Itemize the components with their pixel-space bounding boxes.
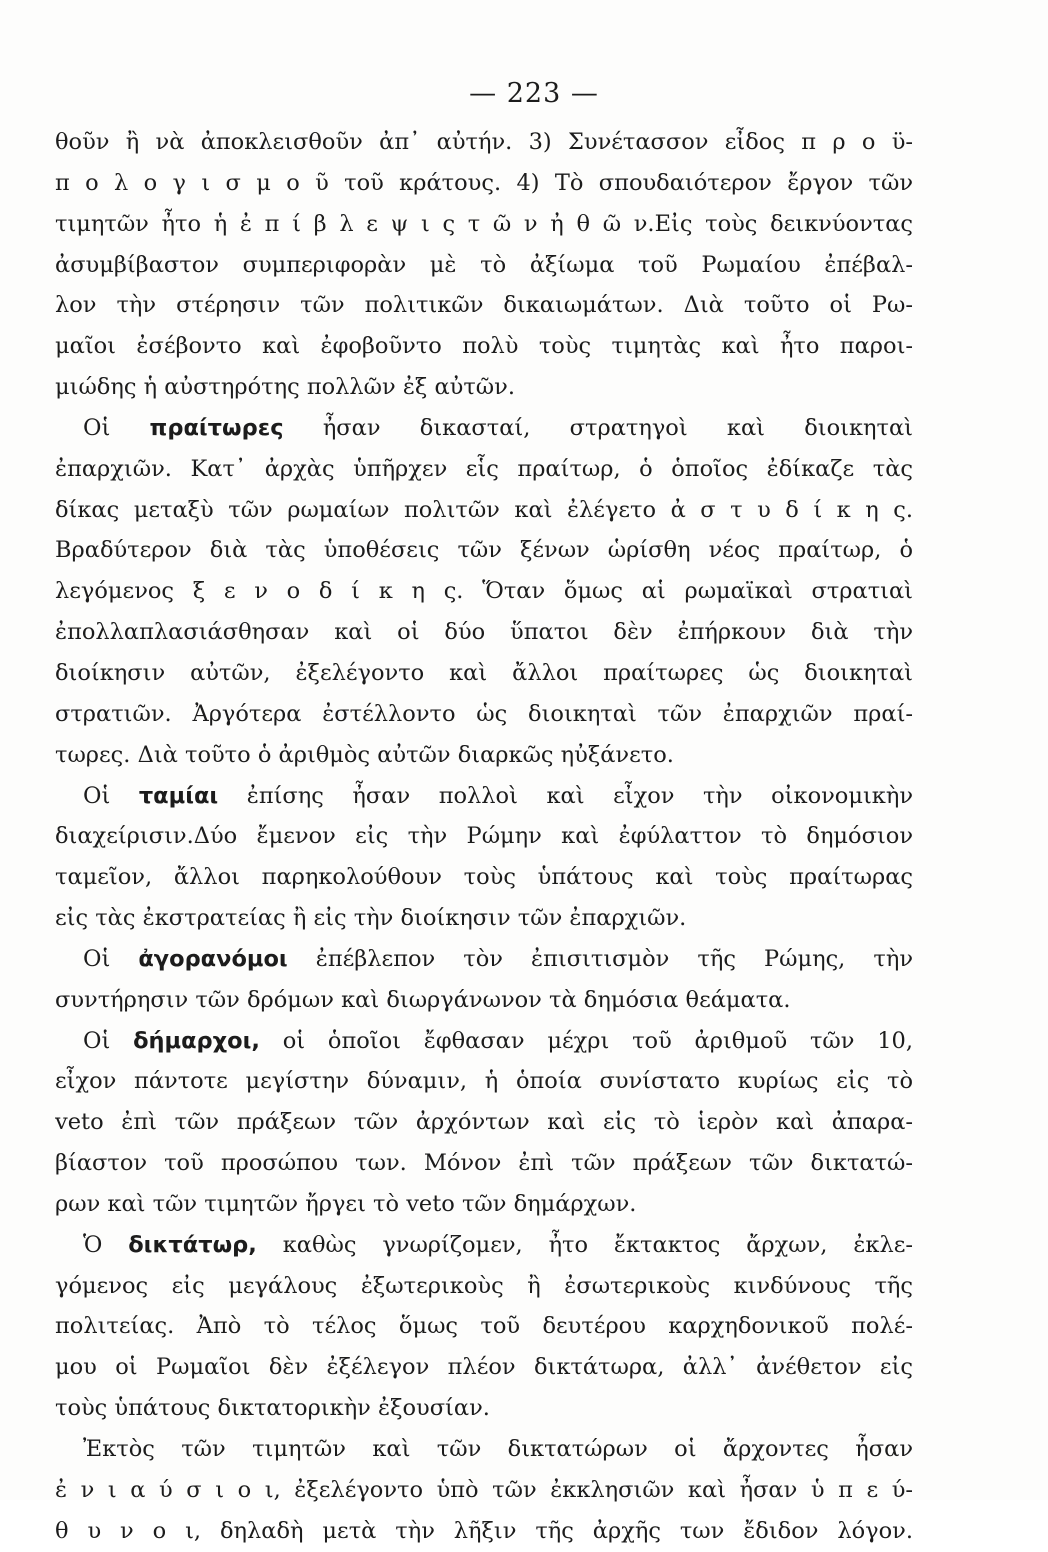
line-text: εἶχον πάντοτε μεγίστην δύναμιν, ἡ ὁποία συνίστατο κυρίως εἰς τὸ <box>55 1068 913 1095</box>
line-text: μιώδης ἡ αὐστηρότης πολλῶν ἐξ αὐτῶν. <box>55 374 515 401</box>
line-text: ἐπαρχιῶν. Κατ᾽ ἀρχὰς ὑπῆρχεν εἷς πραίτωρ, ὁ ὁποῖος ἐδίκαζε τὰς <box>55 455 913 482</box>
text-line <box>55 939 913 980</box>
line-text-rest: ἐπίσης ἦσαν πολλοὶ καὶ εἶχον τὴν οἰκονομικὴν <box>218 782 913 809</box>
text-line <box>55 694 913 735</box>
line-text: εἰς τὰς ἐκστρατείας ἢ εἰς τὴν διοίκησιν τῶν ἐπαρχιῶν. <box>55 905 687 932</box>
line-text: Οἱ <box>83 414 150 441</box>
text-line <box>55 1225 913 1266</box>
line-text: θοῦν ἢ νὰ ἀποκλεισθοῦν ἀπ᾽ αὐτήν. 3) Συνέτασσον εἶδος π ρ ο ϋ- <box>55 129 913 155</box>
text-line <box>55 1143 913 1184</box>
text-line <box>55 122 913 163</box>
line-text: ρων καὶ τῶν τιμητῶν ἤργει τὸ veto τῶν δημάρχων. <box>55 1190 637 1217</box>
text-line <box>55 326 913 367</box>
text-line <box>55 408 913 449</box>
text-line <box>55 285 913 326</box>
text-line <box>55 1021 913 1062</box>
line-text: veto ἐπὶ τῶν πράξεων τῶν ἀρχόντων καὶ εἰς τὸ ἱερὸν καὶ ἀπαρα- <box>55 1109 913 1136</box>
line-text: λεγόμενος ξ ε ν ο δ ί κ η ς. Ὅταν ὅμως αἱ ρωμαϊκαὶ στρατιαὶ <box>55 578 913 605</box>
text-line <box>55 653 913 694</box>
line-text: Οἱ <box>83 945 139 972</box>
text-line <box>55 1429 913 1470</box>
text-line <box>55 449 913 490</box>
text-line <box>55 245 913 286</box>
text-line <box>55 816 913 857</box>
line-text: συντήρησιν τῶν δρόμων καὶ διωργάνωνον τὰ δημόσια θεάματα. <box>55 986 791 1013</box>
line-text: π ο λ ο γ ι σ μ ο ῦ τοῦ κράτους. 4) Τὸ σπουδαιότερον ἔργον τῶν <box>55 169 913 196</box>
line-text: Οἱ <box>83 1027 134 1054</box>
line-text: διοίκησιν αὐτῶν, ἐξελέγοντο καὶ ἄλλοι πραίτωρες ὡς διοικηταὶ <box>55 659 913 686</box>
line-text: θ υ ν ο ι, δηλαδὴ μετὰ τὴν λῆξιν τῆς ἀρχῆς των ἔδιδον λόγον. <box>55 1517 913 1544</box>
line-text-rest: καθὼς γνωρίζομεν, ἦτο ἔκτακτος ἄρχων, ἐκλε- <box>256 1231 913 1258</box>
body-text <box>55 122 913 1552</box>
line-text: Ὁ <box>83 1231 129 1258</box>
line-text: τωρες. Διὰ τοῦτο ὁ ἀριθμὸς αὐτῶν διαρκῶς ηὐξάνετο. <box>55 741 674 768</box>
text-line <box>55 1347 913 1388</box>
line-text-rest: οἱ ὁποῖοι ἔφθασαν μέχρι τοῦ ἀριθμοῦ τῶν 10, <box>259 1027 913 1054</box>
line-text: λον τὴν στέρησιν τῶν πολιτικῶν δικαιωμάτων. Διὰ τοῦτο οἱ Ρω- <box>55 292 913 319</box>
text-line <box>55 1306 913 1347</box>
line-text: ἀσυμβίβαστον συμπεριφορὰν μὲ τὸ ἀξίωμα τοῦ Ρωμαίου ἐπέβαλ- <box>55 251 913 278</box>
text-line <box>55 1511 913 1552</box>
text-line <box>55 776 913 817</box>
line-text: μου οἱ Ρωμαῖοι δὲν ἐξέλεγον πλέον δικτάτωρα, ἀλλ᾽ ἀνέθετον εἰς <box>55 1354 913 1381</box>
text-line <box>55 612 913 653</box>
defined-term: ἀγορανόμοι <box>138 945 288 972</box>
text-line <box>55 1470 913 1511</box>
line-text: τιμητῶν ἦτο ἡ ἐ π ί β λ ε ψ ι ς τ ῶ ν ἠ θ ῶ ν.Εἰς τοὺς δεικνύοντας <box>55 210 913 237</box>
text-line <box>55 530 913 571</box>
text-line <box>55 571 913 612</box>
text-line <box>55 898 913 939</box>
defined-term: δικτάτωρ, <box>128 1231 257 1258</box>
line-text-rest: ἦσαν δικασταί, στρατηγοὶ καὶ διοικηταὶ <box>283 414 913 441</box>
text-line <box>55 1184 913 1225</box>
line-text: βίαστον τοῦ προσώπου των. Μόνον ἐπὶ τῶν πράξεων τῶν δικτατώ- <box>55 1150 913 1177</box>
text-line <box>55 1061 913 1102</box>
text-line <box>55 1388 913 1429</box>
text-line <box>55 163 913 204</box>
text-line <box>55 367 913 408</box>
line-text: στρατιῶν. Ἀργότερα ἐστέλλοντο ὡς διοικηταὶ τῶν ἐπαρχιῶν πραί- <box>55 700 913 727</box>
line-text: δίκας μεταξὺ τῶν ρωμαίων πολιτῶν καὶ ἐλέγετο ἀ σ τ υ δ ί κ η ς. <box>55 496 913 523</box>
text-line <box>55 490 913 531</box>
defined-term: δήμαρχοι, <box>133 1027 260 1054</box>
line-text: μαῖοι ἐσέβοντο καὶ ἐφοβοῦντο πολὺ τοὺς τιμητὰς καὶ ἦτο παροι- <box>55 333 913 360</box>
line-text: διαχείρισιν.Δύο ἔμενον εἰς τὴν Ρώμην καὶ ἐφύλαττον τὸ δημόσιον <box>55 823 913 850</box>
line-text-rest: ἐπέβλεπον τὸν ἐπισιτισμὸν τῆς Ρώμης, τὴν <box>287 945 913 972</box>
line-text: τοὺς ὑπάτους δικτατορικὴν ἐξουσίαν. <box>55 1395 490 1422</box>
line-text: Ἐκτὸς τῶν τιμητῶν καὶ τῶν δικτατώρων οἱ ἄρχοντες ἦσαν <box>83 1436 913 1462</box>
line-text: Βραδύτερον διὰ τὰς ὑποθέσεις τῶν ξένων ὡρίσθη νέος πραίτωρ, ὁ <box>55 537 913 564</box>
line-text: πολιτείας. Ἀπὸ τὸ τέλος ὅμως τοῦ δευτέρου καρχηδονικοῦ πολέ- <box>55 1313 913 1340</box>
line-text: ταμεῖον, ἄλλοι παρηκολούθουν τοὺς ὑπάτους καὶ τοὺς πραίτωρας <box>55 864 913 891</box>
text-line <box>55 735 913 776</box>
text-line <box>55 857 913 898</box>
text-line <box>55 980 913 1021</box>
line-text: γόμενος εἰς μεγάλους ἐξωτερικοὺς ἢ ἐσωτερικοὺς κινδύνους τῆς <box>55 1272 913 1299</box>
line-text: ἐπολλαπλασιάσθησαν καὶ οἱ δύο ὕπατοι δὲν ἐπήρκουν διὰ τὴν <box>55 619 913 646</box>
line-text: Οἱ <box>83 782 139 809</box>
text-line <box>55 1266 913 1307</box>
defined-term: πραίτωρες <box>149 414 284 441</box>
text-line <box>55 204 913 245</box>
page-number: — 223 — <box>469 78 599 109</box>
defined-term: ταμίαι <box>138 782 219 809</box>
text-line <box>55 1102 913 1143</box>
line-text: ἐ ν ι α ύ σ ι ο ι, ἐξελέγοντο ὑπὸ τῶν ἐκκλησιῶν καὶ ἦσαν ὑ π ε ύ- <box>55 1476 913 1503</box>
